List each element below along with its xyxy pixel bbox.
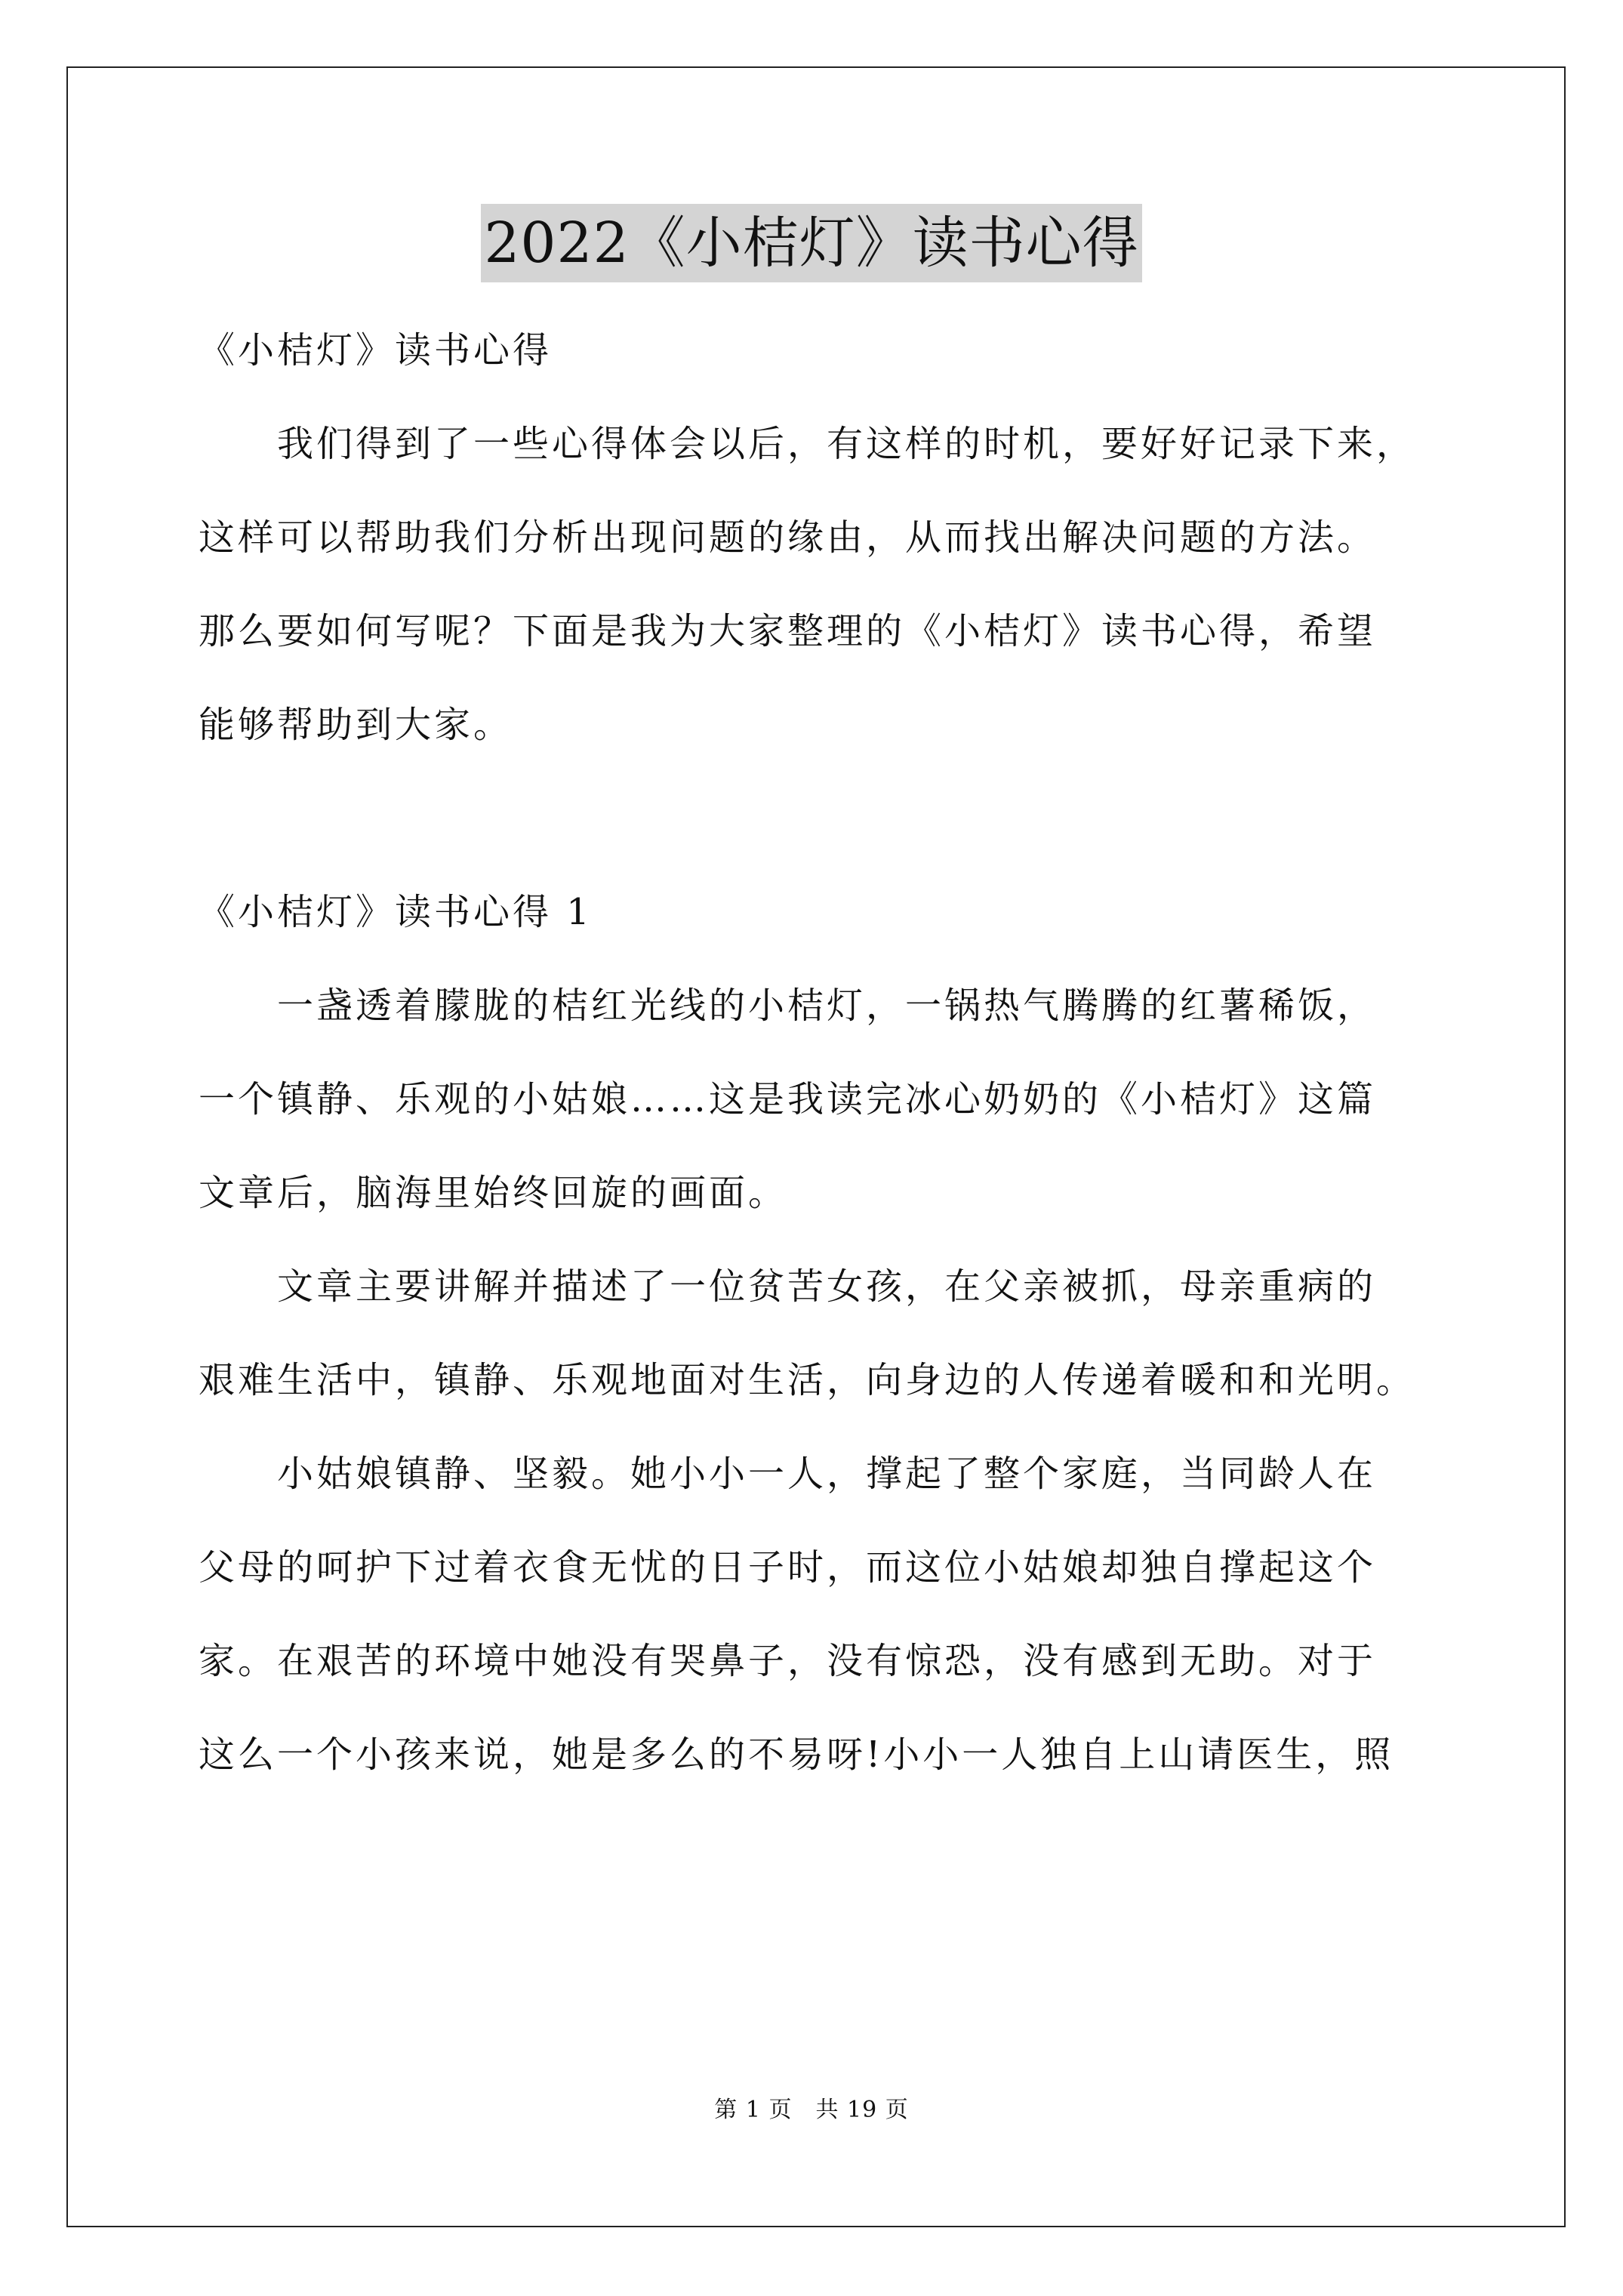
paragraph-line: 能够帮助到大家。	[199, 704, 513, 746]
paragraph-line: 一个镇静、乐观的小姑娘……这是我读完冰心奶奶的《小桔灯》这篇	[199, 1078, 1377, 1120]
page-footer: 第 1 页 共 19 页	[714, 2097, 909, 2123]
section-heading: 《小桔灯》读书心得	[199, 329, 553, 371]
paragraph-line: 艰难生活中，镇静、乐观地面对生活，向身边的人传递着暖和和光明。	[199, 1359, 1416, 1401]
section-heading: 《小桔灯》读书心得 1	[199, 891, 593, 933]
blank-line	[199, 772, 1437, 865]
title-container	[0, 204, 1623, 282]
paragraph-line: 小姑娘镇静、坚毅。她小小一人，撑起了整个家庭，当同龄人在	[199, 1453, 1377, 1495]
paragraph-line: 文章后，脑海里始终回旋的画面。	[199, 1172, 788, 1214]
paragraph-line: 那么要如何写呢？下面是我为大家整理的《小桔灯》读书心得，希望	[199, 610, 1377, 652]
paragraph-line: 文章主要讲解并描述了一位贫苦女孩，在父亲被抓，母亲重病的	[199, 1265, 1377, 1308]
document-title: 2022《小桔灯》读书心得	[481, 204, 1141, 282]
paragraph-line: 一盏透着朦胧的桔红光线的小桔灯，一锅热气腾腾的红薯稀饭，	[199, 985, 1377, 1027]
paragraph-line: 家。在艰苦的环境中她没有哭鼻子，没有惊恐，没有感到无助。对于	[199, 1640, 1377, 1682]
paragraph-line: 这样可以帮助我们分析出现问题的缘由，从而找出解决问题的方法。	[199, 516, 1377, 559]
paragraph-line: 父母的呵护下过着衣食无忧的日子时，而这位小姑娘却独自撑起这个	[199, 1546, 1377, 1589]
paragraph-line: 我们得到了一些心得体会以后，有这样的时机，要好好记录下来，	[199, 423, 1416, 465]
paragraph-line: 这么一个小孩来说，她是多么的不易呀!小小一人独自上山请医生，照	[199, 1734, 1394, 1776]
document-body	[199, 304, 1437, 1801]
